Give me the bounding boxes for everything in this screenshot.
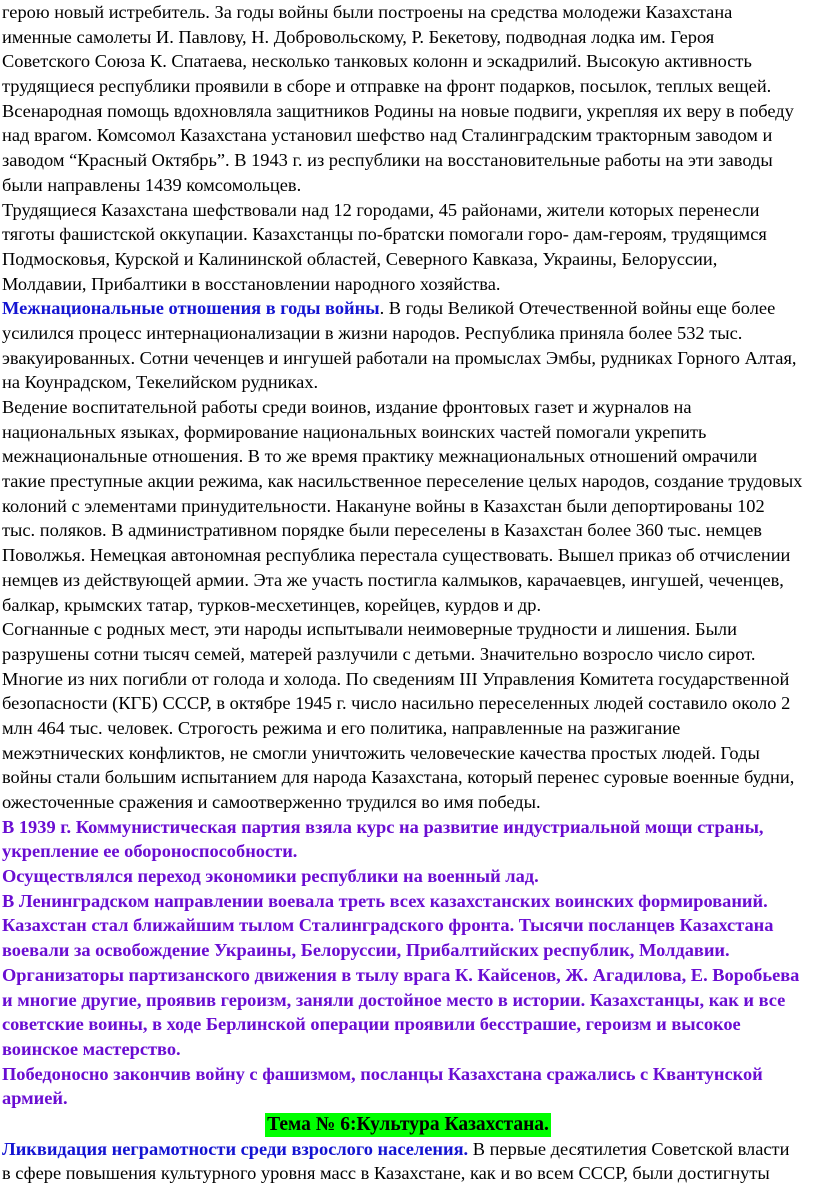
text-line: заводом “Красный Октябрь”. В 1943 г. из республики на восстановительные работы на эти заводы [2, 150, 773, 171]
text-line: тыс. поляков. В административном порядке были переселены в Казахстан более 360 тыс. немцев [2, 520, 762, 541]
text-line: воинское мастерство. [2, 1038, 181, 1059]
text-line: и многие другие, проявив героизм, заняли достойное место в истории. Казахстанцы, как и все [2, 989, 786, 1010]
text-line: Поволжья. Немецкая автономная республика перестала существовать. Вышел приказ об отчислении [2, 545, 791, 566]
text-line: разрушены сотни тысяч семей, матерей разлучили с детьми. Значительно возросло число сирот. [2, 643, 756, 664]
text-line [2, 1137, 814, 1162]
text-line: эвакуированных. Сотни чеченцев и ингушей работали на промыслах Эмбы, рудниках Горного Алтая, [2, 347, 797, 368]
text-line: Трудящиеся Казахстана шефствовали над 12 городами, 45 районами, жители которых перенесли [2, 199, 760, 220]
text-line: войны стали большим испытанием для народа Казахстана, который перенес суровые военные будни, [2, 767, 795, 788]
text-line: над врагом. Комсомол Казахстана установил шефство над Сталинградским тракторным заводом и [2, 125, 773, 146]
text-line: Согнанные с родных мест, эти народы испытывали неимоверные трудности и лишения. Были [2, 619, 737, 640]
paragraph-war-aid [2, 0, 814, 198]
paragraph-deportations [2, 395, 814, 617]
text-line: безопасности (КГБ) СССР, в октябре 1945 г. число насильно переселенных людей составило около 2 [2, 693, 791, 714]
text-line: Советского Союза К. Спатаева, несколько танковых колонн и эскадрилий. Высокую активность [2, 51, 752, 72]
text-line: национальных языках, формирование национальных воинских частей помогали укрепить [2, 421, 707, 442]
text-line: трудящиеся республики проявили в сборе и отправке на фронт подарков, посылок, теплых вещей. [2, 76, 772, 97]
text-line: Организаторы партизанского движения в тылу врага К. Кайсенов, Ж. Агадилова, Е. Воробьева [2, 964, 800, 985]
text-line: армией. [2, 1088, 68, 1109]
section-heading-literacy: Ликвидация неграмотности среди взрослого населения. [2, 1138, 469, 1159]
text-line: Казахстан стал ближайшим тылом Сталинградского фронта. Тысячи посланцев Казахстана [2, 915, 774, 936]
text-line: укрепление ее обороноспособности. [2, 841, 298, 862]
text-line: колоний с элементами принудительности. Накануне войны в Казахстан были депортированы 102 [2, 495, 765, 516]
text-line: В Ленинградском направлении воевала треть всех казахстанских воинских формирований. [2, 890, 768, 911]
text-line: Ведение воспитательной работы среди воинов, издание фронтовых газет и журналов на [2, 397, 692, 417]
text-line: усилился процесс интернационализации в жизни народов. Республика приняла более 532 тыс. [2, 322, 743, 343]
text-run: . В годы Великой Отечественной войны еще более [379, 298, 776, 319]
text-line: Многие из них погибли от голода и холода. По сведениям III Управления Комитета государственной [2, 668, 790, 689]
text-line: были направлены 1439 комсомольцев. [2, 174, 302, 195]
theme-heading-row [2, 1112, 814, 1137]
text-line: млн 464 тыс. человек. Строгость режима и его политика, направленные на разжигание [2, 717, 681, 738]
text-run: В первые десятилетия Советской власти [468, 1138, 790, 1159]
text-line: воевали за освобождение Украины, Белоруссии, Прибалтийских республик, Молдавии. [2, 940, 730, 961]
text-line: В 1939 г. Коммунистическая партия взяла курс на развитие индустриальной мощи страны, [2, 816, 764, 837]
text-line: тяготы фашистской оккупации. Казахстанцы по-братски помогали горо- дам-героям, трудящимся [2, 224, 767, 245]
text-line: Молдавии, Прибалтики в восстановлении народного хозяйства. [2, 273, 501, 294]
text-line: Осуществлялся переход экономики республики на военный лад. [2, 866, 539, 887]
document-page [2, 0, 814, 1186]
text-line: межнациональные отношения. В то же время практику межнациональных отношений омрачили [2, 446, 758, 467]
theme-heading: Тема № 6:Культура Казахстана. [267, 1113, 549, 1135]
text-line: герою новый истребитель. За годы войны были построены на средства молодежи Казахстана [2, 2, 733, 22]
text-line [2, 296, 814, 321]
paragraph-hardships [2, 617, 814, 815]
section-heading-interethnic: Межнациональные отношения в годы войны [2, 298, 380, 319]
summary-highlighted [2, 815, 814, 1111]
text-line: на Коунрадском, Текелийском рудниках. [2, 372, 319, 393]
text-line: межэтнических конфликтов, не смогли уничтожить человеческие качества простых людей. Годы [2, 742, 760, 763]
text-line: Победоносно закончив войну с фашизмом, посланцы Казахстана сражались с Квантунской [2, 1063, 763, 1084]
paragraph-literacy [2, 1137, 814, 1186]
text-line: советские воины, в ходе Берлинской операции проявили бесстрашие, героизм и высокое [2, 1014, 741, 1035]
paragraph-patronage [2, 198, 814, 297]
text-line: балкар, крымских татар, турков-месхетинцев, корейцев, курдов и др. [2, 594, 542, 615]
text-line: именные самолеты И. Павлову, Н. Добровольскому, Р. Бекетову, подводная лодка им. Героя [2, 26, 715, 47]
text-line: такие преступные акции режима, как насильственное переселение целых народов, создание трудовых [2, 471, 803, 492]
text-line: в сфере повышения культурного уровня масс в Казахстане, как и во всем СССР, были достигнуты [2, 1163, 770, 1184]
text-line: ожесточенные сражения и самоотверженно трудился во имя победы. [2, 792, 541, 812]
text-line: Всенародная помощь вдохновляла защитников Родины на новые подвиги, укрепляя их веру в победу [2, 100, 794, 121]
paragraph-interethnic-relations [2, 296, 814, 395]
text-line: Подмосковья, Курской и Калининской областей, Северного Кавказа, Украины, Белоруссии, [2, 248, 718, 269]
text-line: немцев из действующей армии. Эта же участь постигла калмыков, карачаевцев, ингушей, чеченцев, [2, 569, 784, 590]
